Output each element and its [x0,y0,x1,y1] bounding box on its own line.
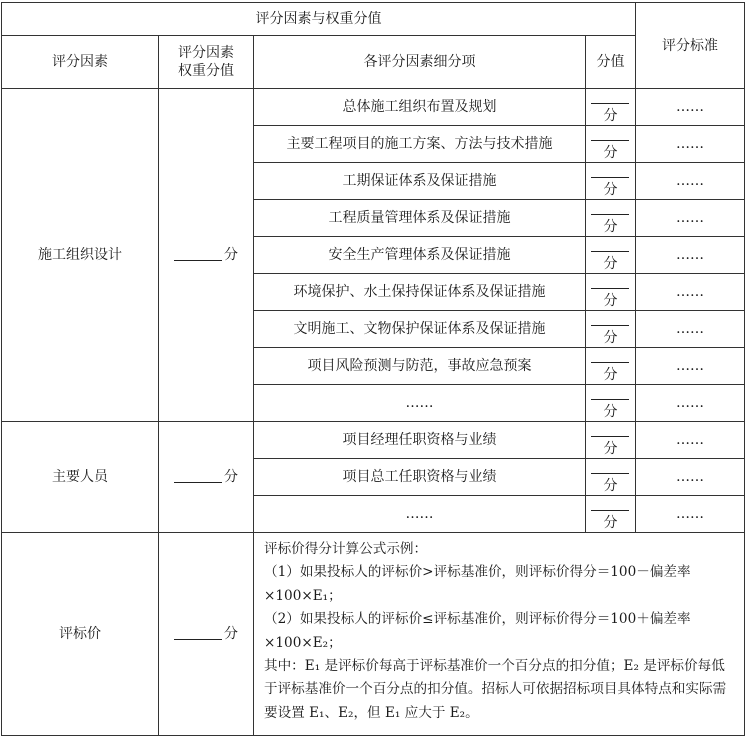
sub-item-cell: 工期保证体系及保证措施 [254,163,586,200]
standard-cell: …… [636,459,745,496]
header-weight-line1: 评分因素 [178,45,234,61]
score-cell [586,496,636,533]
section-construction-design [2,89,745,422]
sub-item-cell: 主要工程项目的施工方案、方法与技术措施 [254,126,586,163]
sub-item-cell: 总体施工组织布置及规划 [254,89,586,126]
score-blank[interactable] [591,200,629,215]
unit-label: 分 [603,293,618,309]
score-blank[interactable] [591,274,629,289]
standard-cell: …… [636,200,745,237]
score-blank[interactable] [591,348,629,363]
formula-line: （1）如果投标人的评标价>评标基准价，则评标价得分＝100－偏差率×100×E₁； [264,564,691,604]
sub-item-cell: …… [254,496,586,533]
weight-blank[interactable] [174,468,222,483]
score-blank[interactable] [591,237,629,252]
score-cell [586,237,636,274]
standard-cell: …… [636,348,745,385]
standard-cell: …… [636,385,745,422]
header-weight-line2: 权重分值 [178,63,234,79]
standard-cell: …… [636,89,745,126]
weight-blank[interactable] [174,625,222,640]
unit-label: 分 [224,247,238,263]
table-row [2,422,745,459]
factor-cell: 评标价 [2,533,159,736]
weight-cell [159,89,254,422]
score-cell [586,89,636,126]
header-factor: 评分因素 [2,36,159,89]
formula-line: 其中：E₁ 是评标价每高于评标基准价一个百分点的扣分值；E₂ 是评标价每低于评标基准价一个百分点的扣分值。招标人可依据招标项目具体特点和实际需要设置 E₁、E₂，但 E₁ 应大于 E₂。 [264,658,727,721]
factor-cell: 主要人员 [2,422,159,533]
score-blank[interactable] [591,89,629,104]
unit-label: 分 [224,469,238,485]
standard-cell: …… [636,496,745,533]
sub-item-cell: …… [254,385,586,422]
weight-cell [159,533,254,736]
scoring-table [1,2,745,736]
score-cell [586,348,636,385]
sub-item-cell: 工程质量管理体系及保证措施 [254,200,586,237]
score-cell [586,200,636,237]
unit-label: 分 [603,182,618,198]
formula-cell [254,533,745,736]
header-standard: 评分标准 [636,3,745,89]
factor-cell: 施工组织设计 [2,89,159,422]
unit-label: 分 [603,145,618,161]
header-score: 分值 [586,36,636,89]
unit-label: 分 [603,330,618,346]
score-blank[interactable] [591,496,629,511]
unit-label: 分 [603,219,618,235]
score-blank[interactable] [591,163,629,178]
score-blank[interactable] [591,422,629,437]
sub-item-cell: 环境保护、水土保持保证体系及保证措施 [254,274,586,311]
unit-label: 分 [603,367,618,383]
formula-line: （2）如果投标人的评标价≤评标基准价，则评标价得分＝100＋偏差率×100×E₂； [264,611,691,651]
score-blank[interactable] [591,459,629,474]
unit-label: 分 [603,478,618,494]
score-cell [586,422,636,459]
sub-item-cell: 文明施工、文物保护保证体系及保证措施 [254,311,586,348]
unit-label: 分 [603,108,618,124]
section-bid-price [2,533,745,736]
standard-cell: …… [636,163,745,200]
standard-cell: …… [636,311,745,348]
score-blank[interactable] [591,385,629,400]
standard-cell: …… [636,126,745,163]
formula-line: 评标价得分计算公式示例： [264,541,428,557]
standard-cell: …… [636,274,745,311]
weight-blank[interactable] [174,246,222,261]
score-cell [586,311,636,348]
score-cell [586,274,636,311]
unit-label: 分 [224,626,238,642]
header-group-title: 评分因素与权重分值 [2,3,636,36]
score-blank[interactable] [591,126,629,141]
sub-item-cell: 安全生产管理体系及保证措施 [254,237,586,274]
score-blank[interactable] [591,311,629,326]
score-cell [586,126,636,163]
sub-item-cell: 项目总工任职资格与业绩 [254,459,586,496]
sub-item-cell: 项目经理任职资格与业绩 [254,422,586,459]
standard-cell: …… [636,237,745,274]
section-key-personnel [2,422,745,533]
unit-label: 分 [603,441,618,457]
score-cell [586,459,636,496]
unit-label: 分 [603,256,618,272]
score-cell [586,163,636,200]
unit-label: 分 [603,404,618,420]
score-cell [586,385,636,422]
header-items: 各评分因素细分项 [254,36,586,89]
header-weight [159,36,254,89]
weight-cell [159,422,254,533]
unit-label: 分 [603,515,618,531]
table-row [2,89,745,126]
sub-item-cell: 项目风险预测与防范，事故应急预案 [254,348,586,385]
standard-cell: …… [636,422,745,459]
